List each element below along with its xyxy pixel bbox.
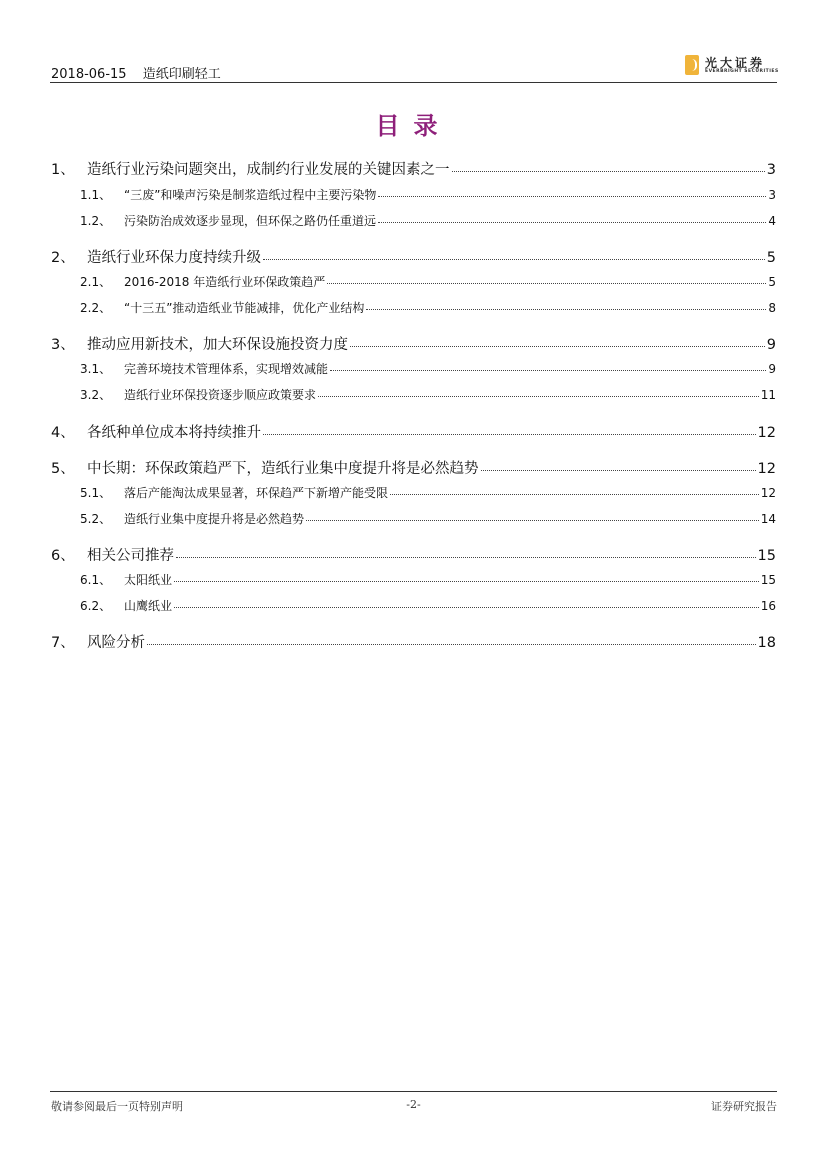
toc-entry-title: 相关公司推荐: [87, 548, 174, 564]
toc-entry-title: 推动应用新技术，加大环保设施投资力度: [87, 337, 348, 353]
toc-entry-title: 2016-2018 年造纸行业环保政策趋严: [124, 275, 326, 289]
dot-leader: [306, 520, 759, 521]
toc-entry-page: 3: [768, 188, 776, 202]
toc-entry-1[interactable]: [51, 158, 776, 179]
toc-entry-title: 中长期：环保政策趋严下，造纸行业集中度提升将是必然趋势: [87, 461, 479, 477]
dot-leader: [350, 346, 765, 347]
toc-entry-page: 4: [768, 214, 776, 228]
toc-entry-page: 12: [757, 425, 776, 441]
toc-entry-7[interactable]: [51, 631, 776, 652]
toc-entry-5-2[interactable]: [51, 510, 776, 527]
industry-name: 造纸印刷轻工: [142, 67, 221, 82]
toc-entry-page: 8: [768, 301, 776, 315]
toc-entry-5-1[interactable]: [51, 484, 776, 501]
toc-entry-number: 6、: [51, 548, 75, 564]
toc-entry-page: 18: [757, 635, 776, 651]
toc-entry-title: “三废”和噪声污染是制浆造纸过程中主要污染物: [124, 188, 377, 202]
toc-entry-number: 6.2、: [80, 599, 112, 613]
toc-entry-page: 11: [760, 388, 776, 402]
dot-leader: [378, 196, 766, 197]
toc-entry-page: 5: [768, 275, 776, 289]
toc-entry-title: 造纸行业环保力度持续升级: [87, 250, 261, 266]
toc-entry-2[interactable]: [51, 246, 776, 267]
toc-title: 目录: [375, 111, 452, 140]
toc-entry-3[interactable]: [51, 333, 776, 354]
toc-entry-page: 9: [766, 337, 776, 353]
toc-entry-3-2[interactable]: [51, 386, 776, 403]
toc-entry-1-2[interactable]: [51, 212, 776, 229]
dot-leader: [318, 396, 759, 397]
toc-entry-page: 12: [757, 461, 776, 477]
dot-leader: [176, 557, 756, 558]
toc-entry-2-2[interactable]: [51, 299, 776, 316]
footer-disclaimer: 敬请参阅最后一页特别声明: [51, 1100, 183, 1113]
footer-report-type: 证券研究报告: [711, 1100, 777, 1113]
everbright-logo-icon: [685, 55, 699, 75]
logo-chinese-name: 光大证券: [705, 56, 766, 70]
toc-entry-number: 1.1、: [80, 188, 112, 202]
toc-entry-title: 各纸种单位成本将持续推升: [87, 425, 261, 441]
toc-entry-6-2[interactable]: [51, 597, 776, 614]
logo-english-name: EVERBRIGHT SECURITIES: [705, 69, 779, 74]
toc-entry-page: 15: [760, 573, 776, 587]
toc-entry-6[interactable]: [51, 544, 776, 565]
toc-entry-page: 16: [760, 599, 776, 613]
dot-leader: [263, 259, 765, 260]
toc-entry-page: 9: [768, 362, 776, 376]
dot-leader: [147, 644, 756, 645]
report-date: 2018-06-15: [51, 67, 127, 82]
toc-entry-number: 1.2、: [80, 214, 112, 228]
company-logo: [685, 54, 777, 78]
toc-entry-number: 3.1、: [80, 362, 112, 376]
toc-entry-number: 4、: [51, 425, 75, 441]
toc-entry-title: 完善环境技术管理体系，实现增效减能: [124, 362, 329, 376]
toc-entry-page: 3: [766, 162, 776, 178]
toc-entry-number: 2.1、: [80, 275, 112, 289]
dot-leader: [452, 171, 765, 172]
page-footer: [50, 1091, 777, 1120]
toc-entry-title: 造纸行业环保投资逐步顺应政策要求: [124, 388, 317, 402]
toc-entry-title: 风险分析: [87, 635, 145, 651]
dot-leader: [174, 581, 759, 582]
toc-entry-5[interactable]: [51, 457, 776, 478]
toc-entry-title: 污染防治成效逐步显现，但环保之路仍任重道远: [124, 214, 377, 228]
toc-entry-4[interactable]: [51, 421, 776, 442]
toc-entry-page: 5: [766, 250, 776, 266]
dot-leader: [174, 607, 759, 608]
dot-leader: [327, 283, 766, 284]
toc-entry-page: 12: [760, 486, 776, 500]
toc-entry-title: “十三五”推动造纸业节能减排，优化产业结构: [124, 301, 365, 315]
dot-leader: [390, 494, 759, 495]
toc-entry-page: 15: [757, 548, 776, 564]
toc-entry-2-1[interactable]: [51, 273, 776, 290]
toc-entry-title: 造纸行业集中度提升将是必然趋势: [124, 512, 305, 526]
footer-page-number: -2-: [406, 1098, 421, 1111]
toc-entry-number: 5、: [51, 461, 75, 477]
toc-entry-number: 3、: [51, 337, 75, 353]
toc-entry-title: 造纸行业污染问题突出，成制约行业发展的关键因素之一: [87, 162, 450, 178]
toc-entry-title: 落后产能淘汰成果显著，环保趋严下新增产能受限: [124, 486, 389, 500]
dot-leader: [330, 370, 766, 371]
toc-entry-number: 6.1、: [80, 573, 112, 587]
toc-entry-number: 1、: [51, 162, 75, 178]
toc-entry-number: 2、: [51, 250, 75, 266]
toc-entry-number: 2.2、: [80, 301, 112, 315]
toc-entry-title: 太阳纸业: [124, 573, 173, 587]
dot-leader: [366, 309, 766, 310]
dot-leader: [378, 222, 766, 223]
dot-leader: [263, 434, 756, 435]
toc-entry-3-1[interactable]: [51, 360, 776, 377]
header-meta: [51, 63, 233, 82]
toc-entry-6-1[interactable]: [51, 571, 776, 588]
toc-entry-number: 7、: [51, 635, 75, 651]
toc-entry-number: 5.1、: [80, 486, 112, 500]
toc-entry-page: 14: [760, 512, 776, 526]
page-header: [50, 48, 777, 83]
dot-leader: [481, 470, 756, 471]
toc-entry-title: 山鹰纸业: [124, 599, 173, 613]
toc-entry-1-1[interactable]: [51, 186, 776, 203]
toc-entry-number: 5.2、: [80, 512, 112, 526]
toc-entry-number: 3.2、: [80, 388, 112, 402]
